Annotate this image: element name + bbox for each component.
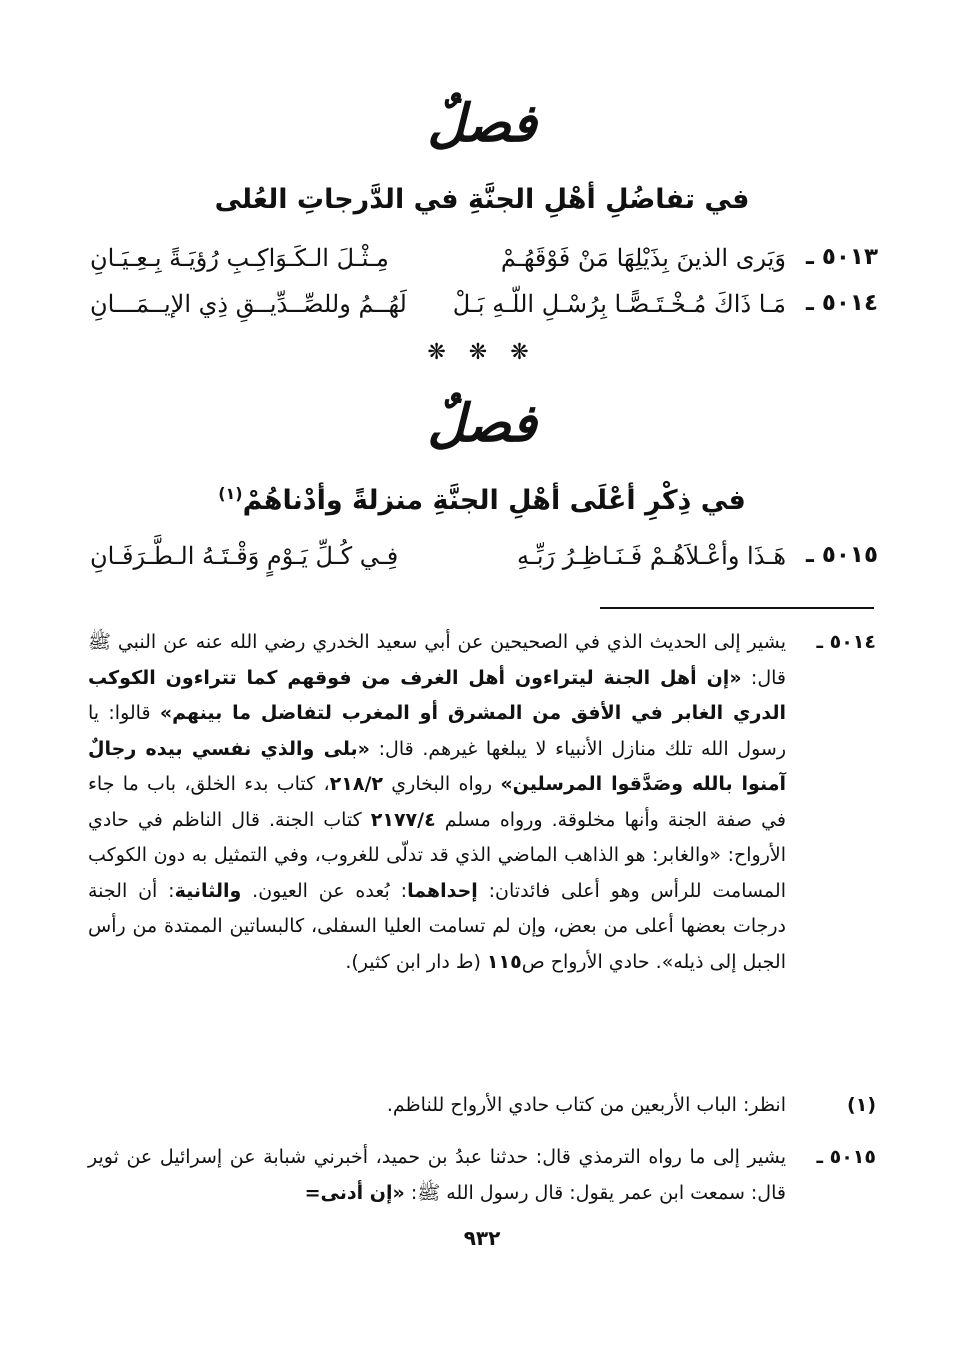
section-title-1: في تفاضُلِ أهْلِ الجنَّةِ في الدَّرجاتِ العُلى [214,184,750,215]
verse-number: ٥٠١٥ ـ [805,542,878,568]
footnote-text: كتاب الجنة. قال الناظم في حادي الأرواح: «والغابر: هو الذاهب الماضي الذي قد تدلّى للغروب، وفي التمثيل به دون الكوكب المسامت للرأس وهو أعلى فائدتان: [88,808,786,902]
verse-first-hemistich: مَـا ذَاكَ مُـخْـتَـصًّـا بِرُسْـلِ اللّـهِ بَـلْ [452,290,786,318]
verse-second-hemistich: لَهُــمُ وللصِّــدِّيــقِ ذِي الإيــمَـــانِ [90,290,407,318]
hadith-quote: «إن أهل الجنة ليتراءون أهل الغرف من فوقهم كما تتراءون الكوكب الدري الغابر في الأفق من المشرق أو المغرب لتفاضل ما بينهم» [88,666,787,724]
verse-second-hemistich: فِـي كُـلِّ يَـوْمٍ وَقْـتَـهُ الـطَّـرَفَـانِ [90,542,399,570]
verse-5014 [90,290,878,334]
reference-number: ٢١٨/٢ [329,773,383,795]
section-divider-stars: ❋ ❋ ❋ [427,340,537,365]
footnote-text: رواه البخاري [382,773,501,795]
verse-number: ٥٠١٤ ـ [805,290,878,316]
hadith-quote: «بلى والذي نفسي بيده رجالٌ آمنوا بالله وصَدَّقوا المرسلين» [88,737,786,795]
footnote-1 [88,1088,876,1124]
emphasis-second: والثانية [174,879,242,902]
verse-first-hemistich: هَـذَا وأعْـلاَهُـمْ فَـنَـاظِـرُ رَبِّـهِ [516,542,786,570]
section-marker-fasl-2: فصلٌ [427,393,537,454]
footnote-body [88,1140,786,1211]
footnote-label: (١) [847,1094,876,1116]
footnote-5015 [88,1140,876,1211]
reference-number: ٢١٧٧/٤ [370,808,436,831]
footnote-body: انظر: الباب الأربعين من كتاب حادي الأرواح للناظم. [386,1094,786,1116]
footnote-body [88,625,786,980]
reference-page: ١١٥ [486,950,522,973]
emphasis-first: إحداهما [407,879,478,902]
footnote-text: : أن الجنة درجات بعضها أعلى من بعض، وإن لم تسامت العليا السفلى، كالبساتين الممتدة من رأس الجبل إلى ذيله». حادي الأرواح ص [88,879,786,973]
section-title-2 [0,484,964,517]
footnote-text: (ط دار ابن كثير). [345,950,487,973]
verse-first-hemistich: وَيَرى الذينَ بِذَيْلِهَا مَنْ فَوْقَهُـمْ [500,244,786,272]
hadith-quote: «إن أدنى= [304,1181,405,1204]
footnote-text: قالوا: يا رسول الله تلك منازل الأنبياء لا يبلغها غيرهم. قال: [88,702,786,760]
verse-5013 [90,244,878,288]
footnote-text: يشير إلى الحديث الذي في الصحيحين عن أبي سعيد الخدري رضي الله عنه عن النبي ﷺ قال: [88,631,786,689]
page-number: ٩٣٢ [463,1226,501,1250]
footnote-label: ٥٠١٥ ـ [816,1146,876,1168]
section-marker-fasl-1: فصلٌ [427,93,537,154]
footnote-5014 [88,625,876,980]
verse-5015 [90,542,878,586]
footnote-text: ، كتاب بدء الخلق، باب ما جاء في صفة الجنة وأنها مخلوقة. ورواه مسلم [88,773,786,831]
verse-second-hemistich: مِـثْـلَ الـكَـوَاكِـبِ رُؤيَـةً بِـعِـيَـانِ [90,244,389,272]
footnote-text: : بُعده عن العيون. [241,879,408,902]
footnote-separator [600,607,874,609]
section-title-2-text: في ذِكْرِ أعْلَى أهْلِ الجنَّةِ منزلةً وأدْناهُمْ [242,485,746,516]
footnote-ref-1: (١) [218,484,243,503]
verse-number: ٥٠١٣ ـ [805,244,878,270]
footnote-text: يشير إلى ما رواه الترمذي قال: حدثنا عبدُ بن حميد، أخبرني شبابة عن إسرائيل عن ثوير قال: سمعت ابن عمر يقول: قال رسول الله ﷺ: [88,1146,786,1204]
footnote-label: ٥٠١٤ ـ [816,631,876,653]
